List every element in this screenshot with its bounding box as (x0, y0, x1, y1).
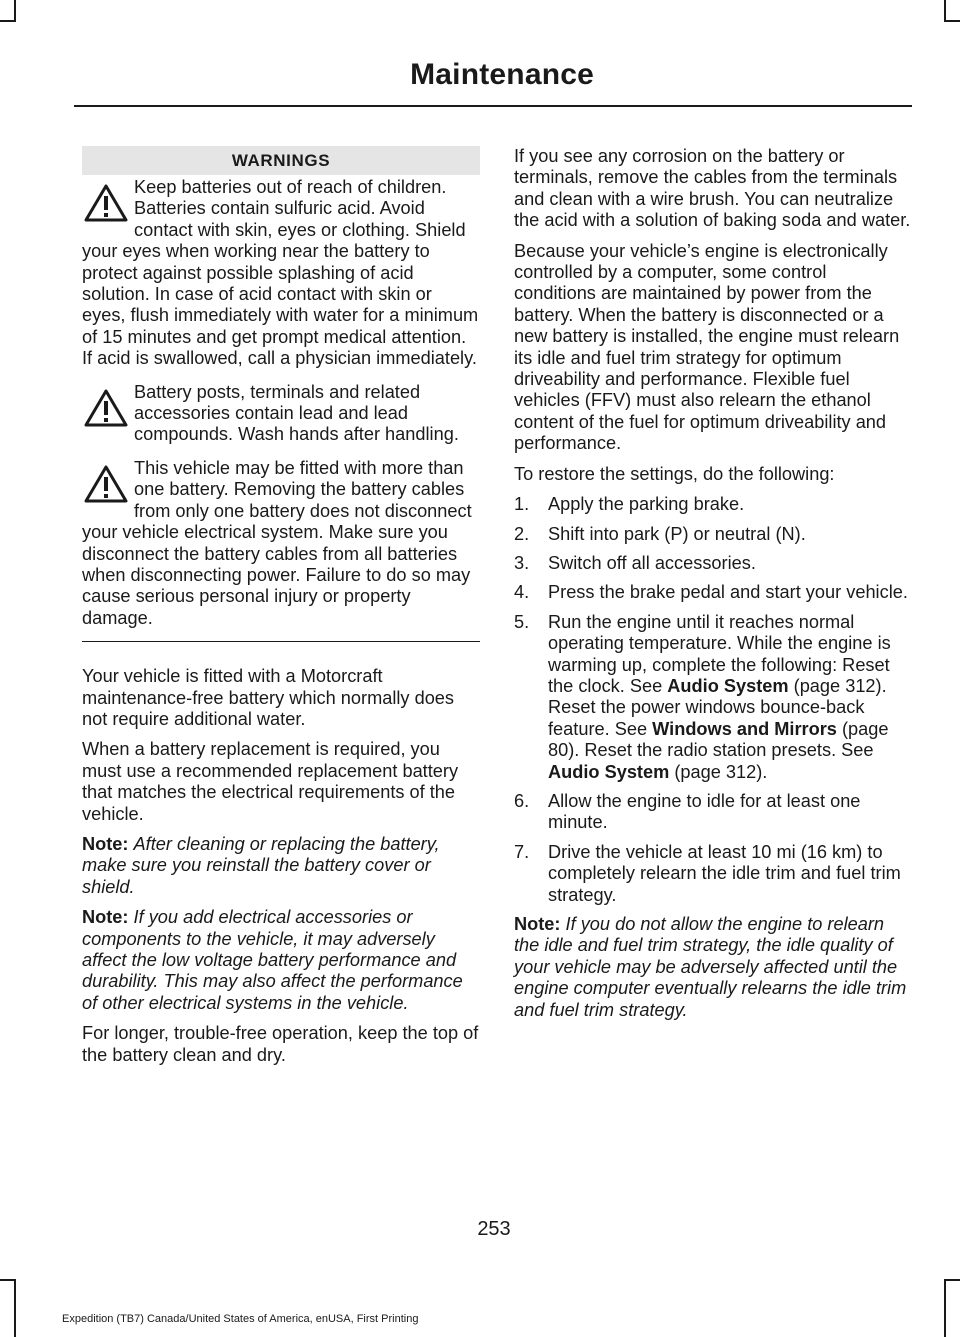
step-text: Allow the engine to idle for at least one minute. (548, 790, 861, 833)
warning-item (82, 458, 480, 629)
list-item (514, 791, 912, 834)
step-number: 5. (514, 611, 530, 632)
step-number: 6. (514, 790, 530, 811)
warnings-divider (82, 641, 480, 642)
crop-mark (14, 1279, 16, 1337)
step-text: (page 312). Reset the power windows bounce-back feature. See (548, 675, 887, 739)
step-number: 3. (514, 552, 530, 573)
left-column (82, 146, 480, 1075)
note-text: If you add electrical accessories or components to the vehicle, it may adversely affect the low voltage battery performance and durability. This may also affect the performance of other electrical systems in the vehicle. (82, 907, 463, 1013)
paragraph: To restore the settings, do the following: (514, 463, 835, 484)
warning-triangle-icon (82, 181, 130, 225)
cross-reference-link[interactable]: Audio System (548, 761, 670, 782)
crop-mark (14, 0, 16, 22)
step-text: Run the engine until it reaches normal operating temperature. While the engine is warming up, complete the following: Reset the clock. See (548, 611, 891, 696)
list-item (514, 524, 912, 545)
header-divider (74, 105, 912, 107)
step-text: Press the brake pedal and start your vehicle. (548, 582, 908, 603)
step-text: Shift into park (P) or neutral (N). (548, 523, 806, 544)
note (82, 907, 480, 1014)
crop-mark (944, 1279, 960, 1281)
paragraph: Your vehicle is fitted with a Motorcraft maintenance-free battery which normally does not require additional water. (82, 666, 455, 729)
right-column (514, 146, 912, 1030)
note-label: Note: (514, 914, 561, 934)
crop-mark (0, 20, 16, 22)
note-label: Note: (82, 907, 129, 928)
warning-item (82, 177, 480, 370)
step-number: 4. (514, 582, 530, 603)
cross-reference-link[interactable]: Audio System (667, 675, 789, 696)
paragraph: If you see any corrosion on the battery or terminals, remove the cables from the terminals and clean with a wire brush. You can neutralize the acid with a solution of baking soda and water. (514, 146, 911, 231)
step-number: 7. (514, 841, 530, 862)
warning-text: This vehicle may be fitted with more than one battery. Removing the battery cables from only one battery does not disconnect your vehicle electrical system. Make sure you disconnect the battery cables from all batteries when disconnecting power. Failure to do so may cause serious personal injury or property damage. (82, 457, 472, 628)
step-text: Apply the parking brake. (548, 494, 745, 515)
step-text: Switch off all accessories. (548, 552, 756, 573)
step-number: 1. (514, 494, 530, 515)
crop-mark (944, 20, 960, 22)
note (514, 914, 912, 1021)
list-item (514, 612, 912, 783)
edition-footer: Expedition (TB7) Canada/United States of America, enUSA, First Printing (62, 1313, 419, 1325)
step-text: Drive the vehicle at least 10 mi (16 km) to completely relearn the idle trim and fuel trim strategy. (548, 841, 901, 905)
warning-triangle-icon (82, 386, 130, 430)
note-text: After cleaning or replacing the battery, make sure you reinstall the battery cover or shield. (82, 833, 440, 897)
warning-item (82, 382, 480, 446)
paragraph: For longer, trouble-free operation, keep the top of the battery clean and dry. (82, 1023, 479, 1065)
warning-triangle-icon (82, 462, 130, 506)
list-item (514, 494, 912, 515)
cross-reference-link[interactable]: Windows and Mirrors (652, 718, 837, 739)
warning-text: Keep batteries out of reach of children. Batteries contain sulfuric acid. Avoid contact with skin, eyes or clothing. Shield your eyes when working near the battery to protect against possible splashing of acid solution. In case of acid contact with skin or eyes, flush immediately with water for a minimum of 15 minutes and get prompt medical attention. If acid is swallowed, call a physician immediately. (82, 177, 479, 369)
page-title: Maintenance (410, 58, 594, 91)
list-item (514, 842, 912, 906)
note (82, 834, 480, 898)
page-number: 253 (477, 1218, 511, 1240)
paragraph: Because your vehicle’s engine is electronically controlled by a computer, some control conditions are maintained by power from the battery. When the battery is disconnected or a new battery is installed, the engine must relearn its idle and fuel trim strategy for optimum driveability and performance. Flexible fuel vehicles (FFV) must also relearn the ethanol content of the fuel for optimum driveability and performance. (514, 240, 900, 454)
crop-mark (944, 1279, 946, 1337)
note-label: Note: (82, 833, 129, 854)
warning-text: Battery posts, terminals and related accessories contain lead and lead compounds. Wash hands after handling. (134, 381, 459, 445)
step-text: (page 312). (669, 761, 768, 782)
list-item (514, 553, 912, 574)
restore-steps-list (514, 494, 912, 906)
paragraph: When a battery replacement is required, you must use a recommended replacement battery that matches the electrical requirements of the vehicle. (82, 739, 459, 824)
warnings-heading: WARNINGS (82, 146, 480, 175)
list-item (514, 582, 912, 603)
step-number: 2. (514, 523, 530, 544)
note-text: If you do not allow the engine to relearn the idle and fuel trim strategy, the idle quality of your vehicle may be adversely affected until the engine computer eventually relearns the idle trim and fuel trim strategy. (514, 914, 907, 1020)
crop-mark (0, 1279, 16, 1281)
step-text: (page 80). Reset the radio station presets. See (548, 718, 889, 761)
crop-mark (944, 0, 946, 22)
